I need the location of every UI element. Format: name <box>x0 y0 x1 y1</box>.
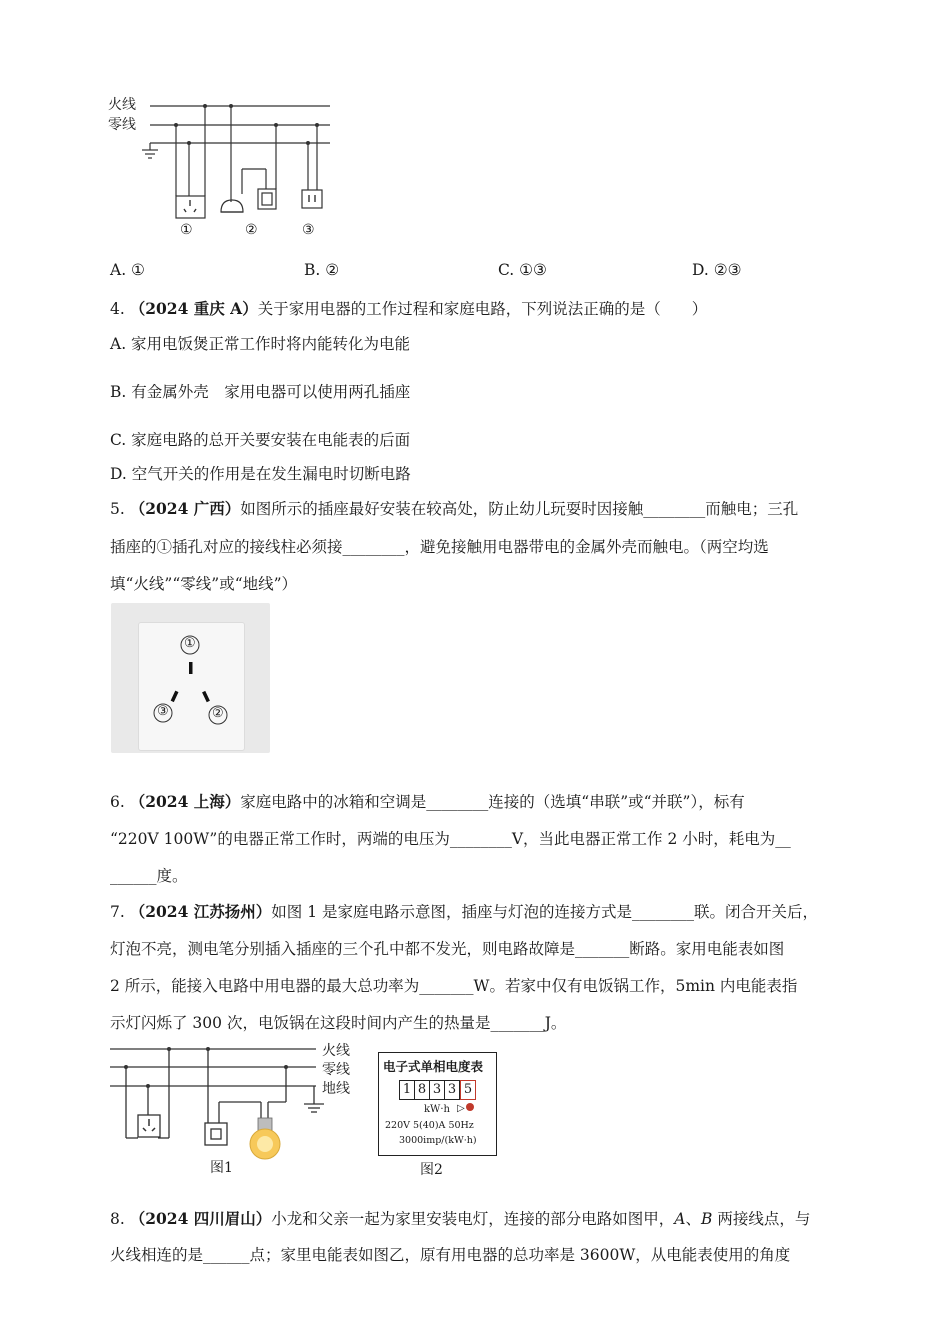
q8-text-1b: 两接线点，与 <box>712 1210 811 1228</box>
q8-text-1: 小龙和父亲一起为家里安装电灯，连接的部分电路如图甲， <box>271 1210 675 1228</box>
fig1-caption: 图1 <box>210 1160 233 1176</box>
socket-mark-1: ① <box>184 636 196 651</box>
q3-option-a[interactable]: A. ① <box>110 261 145 279</box>
fig1-live-label: 火线 <box>322 1043 350 1059</box>
q7-circuit-svg <box>108 1040 358 1180</box>
q7-number: 7. <box>110 903 125 921</box>
q7-source: （2024 江苏扬州） <box>129 902 272 921</box>
q5-number: 5. <box>110 500 125 518</box>
q6-number: 6. <box>110 793 125 811</box>
meter-digits <box>399 1080 476 1100</box>
bulb-icon <box>250 1118 280 1159</box>
q7-text-1: 如图 1 是家庭电路示意图，插座与灯泡的连接方式是________联。闭合开关后， <box>271 903 818 921</box>
q3-option-b[interactable]: B. ② <box>304 261 340 279</box>
socket-plate <box>138 622 245 751</box>
q3-option-c[interactable]: C. ①③ <box>498 261 547 279</box>
q4-stem-text: 关于家用电器的工作过程和家庭电路，下列说法正确的是（ ） <box>257 300 708 318</box>
indicator-led-icon <box>466 1103 474 1111</box>
q7-figure-2-meter <box>378 1052 497 1156</box>
q7-line-1 <box>110 900 818 922</box>
q6-line-3: ______度。 <box>110 867 188 885</box>
q4-source: （2024 重庆 A） <box>129 299 258 318</box>
fig3-mark-1: ① <box>180 222 193 238</box>
q5-socket-photo <box>111 603 270 753</box>
q5-text-1: 如图所示的插座最好安装在较高处，防止幼儿玩耍时因接触________而触电；三孔 <box>240 500 799 518</box>
q4-stem <box>110 297 707 319</box>
q5-line-1 <box>110 497 798 519</box>
fig3-live-label: 火线 <box>108 97 136 113</box>
meter-imp: 3000imp/(kW·h) <box>399 1135 477 1146</box>
q6-line-2: “220V 100W”的电器正常工作时，两端的电压为________V，当此电器正常工作 2 小时，耗电为__ <box>110 830 791 848</box>
q6-line-1 <box>110 790 745 812</box>
q7-line-3: 2 所示，能接入电路中用电器的最大总功率为_______W。若家中仅有电饭锅工作，5min 内电能表指 <box>110 977 798 995</box>
q8-line-2: 火线相连的是______点；家里电能表如图乙，原有用电器的总功率是 3600W，从电能表使用的角度 <box>110 1246 791 1264</box>
meter-title: 电子式单相电度表 <box>383 1059 484 1074</box>
meter-digit-4: 3 <box>445 1080 460 1100</box>
q3-circuit-svg <box>108 92 333 247</box>
meter-spec: 220V 5(40)A 50Hz <box>385 1120 474 1131</box>
meter-digit-5: 5 <box>460 1080 476 1100</box>
q5-source: （2024 广西） <box>129 499 241 518</box>
q4-option-c[interactable]: C. 家庭电路的总开关要安装在电能表的后面 <box>110 431 411 449</box>
meter-digit-1: 1 <box>399 1080 415 1100</box>
fig2-caption: 图2 <box>420 1162 443 1178</box>
q5-line-3: 填“火线”“零线”或“地线”） <box>110 575 298 593</box>
q6-source: （2024 上海） <box>129 792 241 811</box>
q4-option-d[interactable]: D. 空气开关的作用是在发生漏电时切断电路 <box>110 465 411 483</box>
q8-number: 8. <box>110 1210 125 1228</box>
fig1-ground-label: 地线 <box>322 1081 350 1097</box>
socket-mark-3: ③ <box>157 704 169 719</box>
q8-var-b: B <box>701 1210 713 1228</box>
q4-option-b[interactable]: B. 有金属外壳 家用电器可以使用两孔插座 <box>110 383 411 401</box>
meter-digit-3: 3 <box>430 1080 445 1100</box>
fig3-mark-3: ③ <box>302 222 315 238</box>
q8-line-1 <box>110 1207 810 1229</box>
indicator-arrow-icon: ▷ <box>457 1103 465 1114</box>
q3-option-d[interactable]: D. ②③ <box>692 261 742 279</box>
fig3-mark-2: ② <box>245 222 258 238</box>
socket-mark-2: ② <box>212 706 224 721</box>
q4-number: 4. <box>110 300 125 318</box>
q8-sep: 、 <box>685 1210 702 1228</box>
fig1-neutral-label: 零线 <box>322 1062 350 1078</box>
q8-source: （2024 四川眉山） <box>129 1209 272 1228</box>
q7-line-4: 示灯闪烁了 300 次，电饭锅在这段时间内产生的热量是_______J。 <box>110 1014 567 1032</box>
q6-text-1: 家庭电路中的冰箱和空调是________连接的（选填“串联”或“并联”），标有 <box>240 793 745 811</box>
q4-option-a[interactable]: A. 家用电饭煲正常工作时将内能转化为电能 <box>110 335 411 353</box>
meter-indicator <box>457 1103 474 1114</box>
q5-line-2: 插座的①插孔对应的接线柱必须接________，避免接触用电器带电的金属外壳而触电。（两空均选 <box>110 538 769 556</box>
q8-var-a: A <box>674 1210 686 1228</box>
q7-line-2: 灯泡不亮，测电笔分别插入插座的三个孔中都不发光，则电路故障是_______断路。家用电能表如图 <box>110 940 785 958</box>
q7-figure-1 <box>108 1040 358 1180</box>
meter-digit-2: 8 <box>415 1080 430 1100</box>
lamp-icon <box>221 200 243 212</box>
meter-unit: kW·h <box>424 1104 450 1115</box>
fig3-neutral-label: 零线 <box>108 117 136 133</box>
q3-circuit-figure <box>108 92 333 247</box>
